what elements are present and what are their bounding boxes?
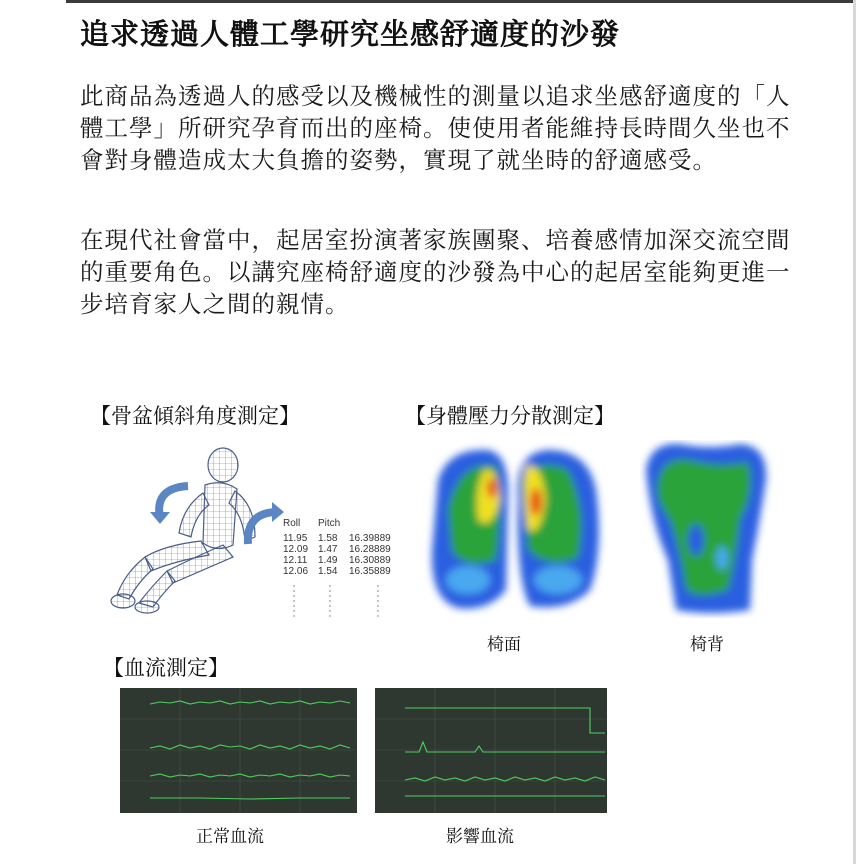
table-cell: 1.58 (318, 533, 338, 544)
table-cell: 1.49 (318, 555, 338, 566)
section-blood-title: 【血流測定】 (103, 656, 229, 680)
caption-seat: 椅面 (487, 635, 521, 655)
living-room-paragraph: 在現代社會當中，起居室扮演著家族團聚、培養感情加深交流空間的重要角色。以講究座椅舒適度的沙發為中心的起居室能夠更進一步培育家人之間的親情。 (80, 226, 791, 318)
rotation-arrow-icon (238, 500, 286, 548)
table-cell: 1.47 (318, 544, 338, 555)
table-cell: 16.28889 (349, 544, 391, 555)
table-cell: 12.06 (283, 566, 309, 577)
table-row (283, 533, 399, 544)
intro-paragraph: 此商品為透過人的感受以及機械性的測量以追求坐感舒適度的「人體工學」所研究孕育而出的座椅。使使用者能維持長時間久坐也不會對身體造成太大負擔的姿勢，實現了就坐時的舒適感受。 (80, 82, 791, 174)
table-cell: 16.35889 (349, 566, 391, 577)
affected-blood-flow-monitor (375, 688, 607, 813)
angle-table (283, 518, 399, 577)
table-row (283, 566, 399, 577)
section-pelvis-title: 【骨盆傾斜角度測定】 (90, 404, 300, 428)
seat-pressure-map (418, 440, 608, 618)
normal-blood-flow-monitor (120, 688, 357, 813)
table-cell: 1.54 (318, 566, 338, 577)
table-cell: 12.09 (283, 544, 309, 555)
table-header: Pitch (318, 518, 341, 529)
table-continuation-dots (290, 585, 390, 620)
table-cell: 16.30889 (349, 555, 391, 566)
rotation-arrow-icon (148, 478, 196, 526)
table-row (283, 544, 399, 555)
table-cell: 11.95 (283, 533, 308, 544)
caption-normal-flow: 正常血流 (196, 827, 264, 847)
table-cell: 12.11 (283, 555, 308, 566)
caption-back: 椅背 (690, 635, 724, 655)
back-pressure-map (640, 440, 775, 618)
table-header-row (283, 518, 399, 529)
table-row (283, 555, 399, 566)
top-rule (66, 0, 856, 3)
section-pressure-title: 【身體壓力分散測定】 (405, 404, 615, 428)
table-header: Roll (283, 518, 301, 529)
page-title: 追求透過人體工學研究坐感舒適度的沙發 (80, 17, 621, 51)
table-cell: 16.39889 (349, 533, 391, 544)
caption-affected-flow: 影響血流 (446, 827, 514, 847)
